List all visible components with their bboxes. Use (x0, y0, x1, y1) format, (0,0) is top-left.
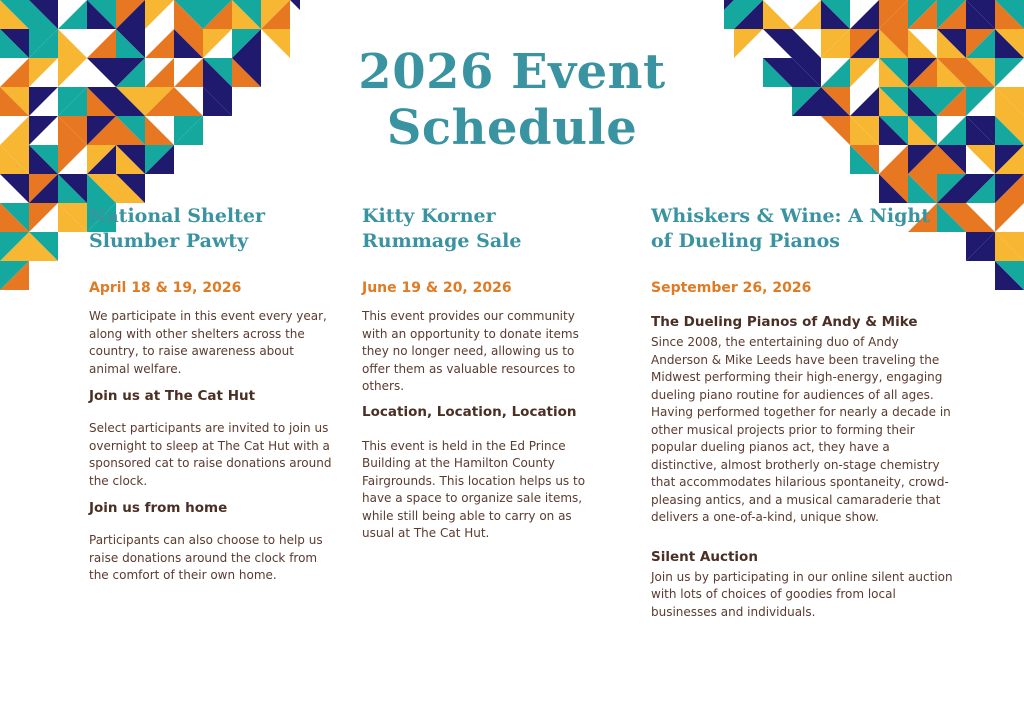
event-subsection-text: Join us by participating in our online silent auction with lots of choices of goodies from local businesses and individuals. (651, 569, 953, 619)
page-title-line-1: 2026 Event (358, 44, 666, 100)
pattern-triangle (58, 0, 87, 29)
pattern-triangle (763, 0, 792, 29)
event-subheading: The Dueling Pianos of Andy & Mike (651, 314, 918, 330)
event-subsection-text: Since 2008, the entertaining duo of Andy Anderson & Mike Leeds have been traveling the Midwest performing their high-energy, engaging dueling piano routine for audiences of all ages. Having performed together for nearly a decade in other musical projects prior to forming their popular dueling pianos act, they have a distinctive, almost brotherly on-stage chemistry that accommodates hilarious spontaneity, crowd-pleasing antics, and a musical camaraderie that delivers a one-of-a-kind, unique show. (651, 335, 951, 524)
event-subheading: Silent Auction (651, 548, 758, 565)
pattern-triangle (145, 0, 174, 29)
event-title: Whiskers & Wine: A Night of Dueling Pianos (651, 205, 930, 252)
event-subheading: Join us from home (89, 500, 228, 516)
pattern-triangle (29, 203, 58, 232)
event-intro-text: This event provides our community with an opportunity to donate items they no longer need, allowing us to offer them as valuable resources to others. (362, 309, 579, 393)
pattern-triangle (0, 174, 29, 203)
event-date: September 26, 2026 (651, 280, 812, 296)
pattern-triangle (792, 0, 821, 29)
page-title (0, 44, 1024, 156)
event-intro-text: We participate in this event every year, along with other shelters across the country, to raise awareness about animal welfare. (89, 309, 327, 376)
event-title: National Shelter Slumber Pawty (89, 205, 266, 252)
event-column-slumber-pawty (89, 204, 334, 585)
event-subheading: Join us at The Cat Hut (89, 388, 256, 404)
pattern-triangle (966, 203, 995, 232)
page-title-line-2: Schedule (386, 100, 638, 156)
event-subheading: Location, Location, Location (362, 403, 577, 420)
event-subsection-text: Participants can also choose to help us raise donations around the clock from the comfort of their own home. (89, 533, 323, 582)
event-column-rummage-sale (362, 204, 602, 543)
event-column-whiskers-wine (651, 204, 956, 621)
event-subsection-text: This event is held in the Ed Prince Building at the Hamilton County Fairgrounds. This location helps us to have a space to organize sale items, while still being able to carry on as usual at The Cat Hut. (362, 438, 586, 540)
pattern-triangle (995, 203, 1024, 232)
event-date: April 18 & 19, 2026 (89, 280, 242, 296)
pattern-triangle (290, 0, 300, 29)
event-subsection-text: Select participants are invited to join us overnight to sleep at The Cat Hut with a sponsored cat to raise donations around the clock. (89, 421, 332, 488)
pattern-triangle (850, 0, 879, 29)
event-title: Kitty Korner Rummage Sale (362, 205, 522, 252)
event-date: June 19 & 20, 2026 (362, 280, 512, 296)
